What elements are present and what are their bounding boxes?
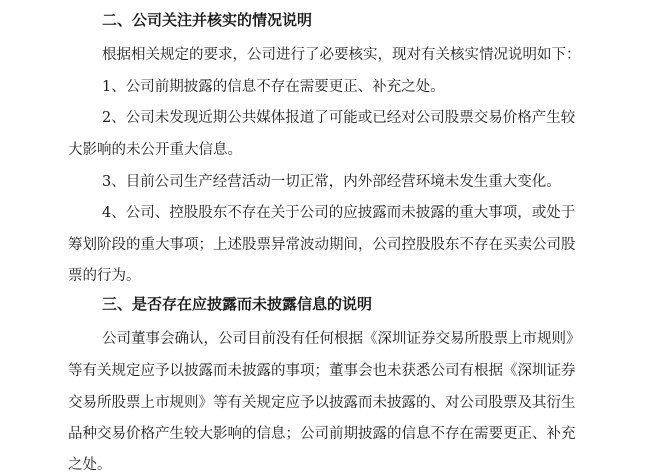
section-3-line-5: 之处。	[68, 457, 112, 473]
item-2-line-1: 2、公司未发现近期公共媒体报道了可能或已经对公司股票交易价格产生较	[102, 110, 576, 126]
section-2-heading: 二、公司关注并核实的情况说明	[102, 11, 313, 29]
item-4-line-1: 4、公司、控股股东不存在关于公司的应披露而未披露的重大事项，或处于	[102, 205, 576, 221]
section-3-line-4: 品种交易价格产生较大影响的信息；公司前期披露的信息不存在需要更正、补充	[68, 426, 576, 442]
section-3-line-2: 等有关规定应予以披露而未披露的事项；董事会也未获悉公司有根据《深圳证券	[68, 363, 576, 379]
item-4-line-3: 票的行为。	[68, 268, 141, 284]
section-3-line-1: 公司董事会确认，公司目前没有任何根据《深圳证券交易所股票上市规则》	[102, 331, 581, 347]
item-3-line-1: 3、目前公司生产经营活动一切正常，内外部经营环境未发生重大变化。	[102, 174, 561, 190]
section-3-heading: 三、是否存在应披露而未披露信息的说明	[102, 295, 373, 313]
section-3-line-3: 交易所股票上市规则》等有关规定应予以披露而未披露的、对公司股票及其衍生	[68, 395, 576, 411]
item-2-line-2: 大影响的未公开重大信息。	[68, 142, 242, 158]
item-1-line-1: 1、公司前期披露的信息不存在需要更正、补充之处。	[102, 79, 445, 95]
section-2-intro: 根据相关规定的要求，公司进行了必要核实，现对有关核实情况说明如下：	[102, 47, 581, 63]
item-4-line-2: 筹划阶段的重大事项；上述股票异常波动期间，公司控股股东不存在买卖公司股	[68, 237, 576, 253]
